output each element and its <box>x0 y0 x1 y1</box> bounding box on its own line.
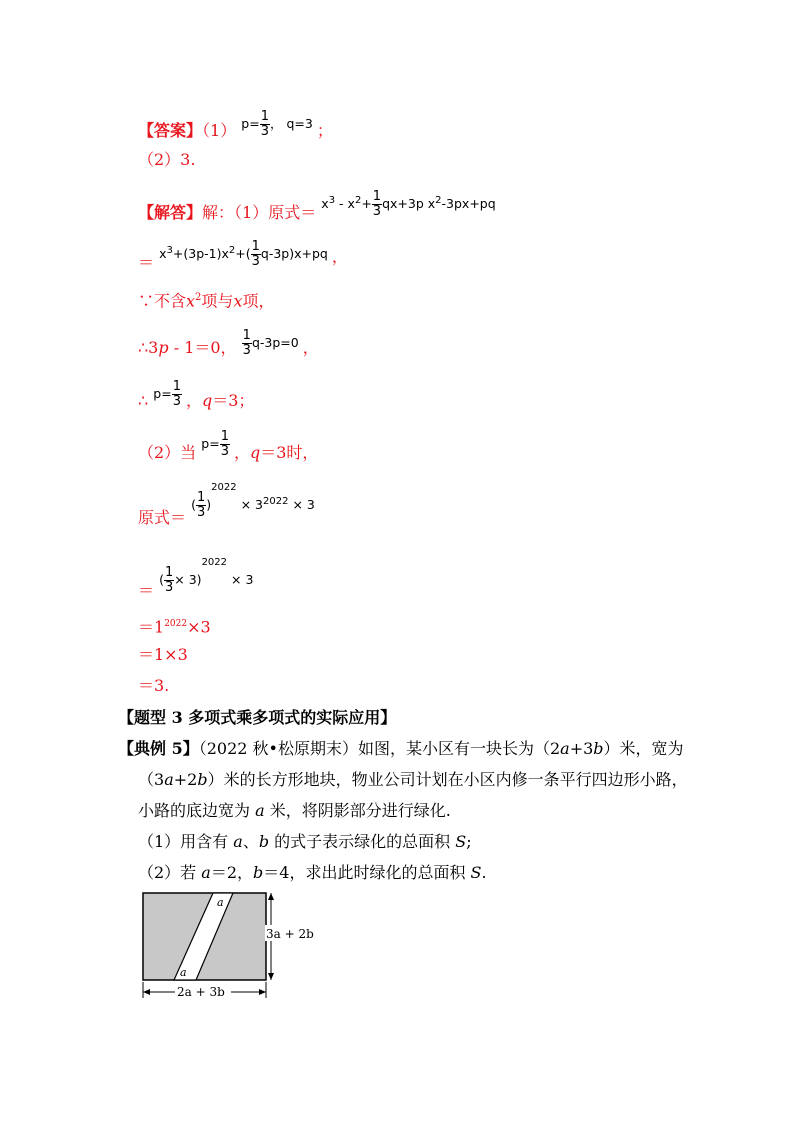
section-title: 【题型 3 多项式乘多项式的实际应用】 <box>118 708 397 727</box>
solution-line-2: ＝ $^{x^3+(3p-1)x^2+( \frac{1}{3} q-3p)x+pq}$ ， <box>138 239 348 272</box>
example-question-2: （2）若 a＝2，b＝4，求出此时绿化的总面积 S. <box>138 863 487 882</box>
solution-line-9: $=1^{2022}\times 3$ <box>138 617 211 637</box>
bottom-a-label: a <box>180 966 187 979</box>
solution-label: 【解答】 <box>138 203 203 222</box>
answer-line-2: （2）3. <box>138 150 196 169</box>
example-line-1: 【典例 5】（2022 秋•松原期末）如图，某小区有一块长为（2a+3b）米，宽为 <box>118 739 684 758</box>
example-question-1: （1）用含有 a、b 的式子表示绿化的总面积 S; <box>138 832 472 851</box>
solution-line-1: 【解答】解：（1）原式＝ $^{x^3 - x^2+ \frac{1}{3} qx+3p x^2-3px+pq}$ <box>138 189 496 222</box>
answer-line-1: 【答案】（1） $^{p= \frac{1}{3} , q=3}$ ； <box>138 109 333 140</box>
top-a-label: a <box>217 896 224 909</box>
height-label: 3a + 2b <box>266 927 314 941</box>
solution-line-11: ＝3. <box>138 676 170 695</box>
solution-line-7: 原式＝ $^{( \frac{1}{3} )^{2022} \times 3^{2022} \times 3}$ <box>138 481 315 527</box>
answer-math: p= 1 3 ， q=3 <box>241 109 313 139</box>
example-line-3: 小路的底边宽为 a 米，将阴影部分进行绿化. <box>138 801 451 820</box>
rectangle-figure <box>138 890 338 1002</box>
solution-line-10: ＝1×3 <box>138 645 188 664</box>
solution-line-8: ＝ $^{( \frac{1}{3} \times 3)^{2022} \times 3}$ <box>138 556 254 600</box>
example-line-2: （3a+2b）米的长方形地块，物业公司计划在小区内修一条平行四边形小路， <box>138 770 688 789</box>
solution-line-6: （2）当 $^{p= \frac{1}{3}}$ ，q＝3时， <box>138 429 319 462</box>
solution-line-4: ∴3p - 1＝0， $^{\frac{1}{3} q-3p=0}$ ， <box>138 328 319 358</box>
example-label: 【典例 5】 <box>118 739 199 758</box>
answer-label: 【答案】 <box>138 121 203 140</box>
solution-line-3: ∵不含$x^2$项与x项， <box>138 291 275 311</box>
width-label: 2a + 3b <box>177 985 225 999</box>
solution-line-5: ∴ $^{p= \frac{1}{3}}$ ，q＝3； <box>138 379 255 410</box>
